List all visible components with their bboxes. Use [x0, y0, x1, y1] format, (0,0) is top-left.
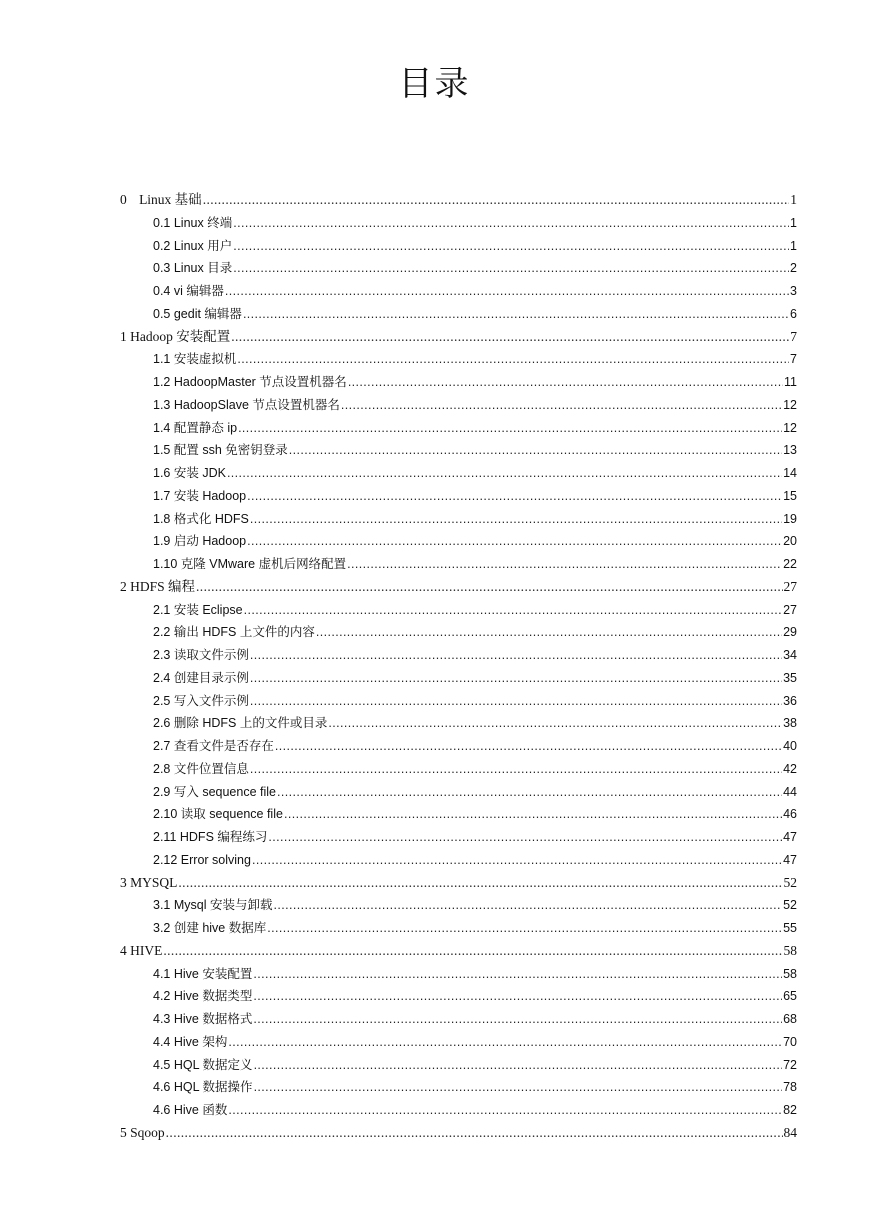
toc-entry-label: 0.3 Linux 目录	[153, 261, 233, 275]
toc-entry-label: 4.3 Hive 数据格式	[153, 1012, 253, 1026]
toc-dot-leader	[231, 326, 789, 348]
toc-entry-label: 1.7 安装 Hadoop	[153, 489, 247, 503]
toc-dot-leader	[166, 1122, 783, 1144]
toc-section-row[interactable]	[153, 826, 797, 848]
toc-page-number: 1	[790, 239, 797, 253]
toc-page-number: 46	[783, 807, 797, 821]
toc-section-row[interactable]	[153, 803, 797, 825]
toc-page-number: 6	[790, 307, 797, 321]
toc-entry-label: 2.9 写入 sequence file	[153, 785, 276, 799]
toc-section-row[interactable]	[153, 781, 797, 803]
toc-section-row[interactable]	[153, 280, 797, 302]
toc-dot-leader	[348, 371, 783, 393]
toc-dot-leader	[277, 781, 782, 803]
toc-section-row[interactable]	[153, 1099, 797, 1121]
toc-page-number: 82	[783, 1103, 797, 1117]
toc-section-row[interactable]	[153, 894, 797, 916]
toc-dot-leader	[250, 508, 782, 530]
toc-dot-leader	[196, 576, 782, 598]
toc-chapter-row[interactable]	[120, 189, 797, 211]
toc-page-number: 15	[783, 489, 797, 503]
toc-page-number: 40	[783, 739, 797, 753]
toc-page-number: 78	[783, 1080, 797, 1094]
toc-section-row[interactable]	[153, 530, 797, 552]
toc-section-row[interactable]	[153, 303, 797, 325]
toc-dot-leader	[244, 599, 782, 621]
toc-dot-leader	[275, 735, 782, 757]
toc-dot-leader	[268, 826, 782, 848]
toc-dot-leader	[225, 280, 789, 302]
toc-entry-label: 2.7 查看文件是否存在	[153, 739, 274, 753]
toc-entry-label: 4.4 Hive 架构	[153, 1035, 228, 1049]
toc-section-row[interactable]	[153, 508, 797, 530]
toc-page-number: 34	[783, 648, 797, 662]
toc-entry-label: 0.4 vi 编辑器	[153, 284, 224, 298]
toc-dot-leader	[237, 348, 789, 370]
toc-page-number: 55	[783, 921, 797, 935]
toc-dot-leader	[178, 872, 782, 894]
toc-dot-leader	[203, 189, 790, 211]
toc-entry-label: 1.8 格式化 HDFS	[153, 512, 249, 526]
toc-dot-leader	[253, 963, 782, 985]
toc-chapter-row[interactable]	[120, 326, 797, 348]
toc-page-number: 22	[783, 557, 797, 571]
toc-section-row[interactable]	[153, 235, 797, 257]
toc-dot-leader	[233, 235, 789, 257]
toc-entry-label: 1.10 克隆 VMware 虚机后网络配置	[153, 557, 347, 571]
toc-entry-label: 4 HIVE	[120, 943, 163, 958]
toc-chapter-row[interactable]	[120, 1122, 797, 1144]
toc-entry-label: 4.2 Hive 数据类型	[153, 989, 253, 1003]
toc-section-row[interactable]	[153, 1076, 797, 1098]
toc-section-row[interactable]	[153, 963, 797, 985]
toc-page-number: 1	[790, 192, 797, 207]
toc-title: 目录	[398, 64, 471, 104]
toc-entry-label: 2.3 读取文件示例	[153, 648, 249, 662]
toc-page-number: 11	[784, 375, 797, 389]
toc-section-row[interactable]	[153, 758, 797, 780]
toc-page-number: 12	[783, 398, 797, 412]
toc-entry-label: 3.2 创建 hive 数据库	[153, 921, 267, 935]
toc-entry-label: 2.11 HDFS 编程练习	[153, 830, 268, 844]
toc-entry-label: 4.5 HQL 数据定义	[153, 1058, 253, 1072]
toc-dot-leader	[273, 894, 782, 916]
toc-page-number: 14	[783, 466, 797, 480]
toc-page-number: 27	[783, 579, 797, 594]
toc-entry-label: 2.6 删除 HDFS 上的文件或目录	[153, 716, 328, 730]
toc-entry-label: 2.4 创建目录示例	[153, 671, 249, 685]
toc-dot-leader	[228, 1031, 782, 1053]
toc-dot-leader	[347, 553, 782, 575]
toc-page-number: 36	[783, 694, 797, 708]
toc-page-number: 65	[783, 989, 797, 1003]
toc-section-row[interactable]	[153, 735, 797, 757]
toc-dot-leader	[341, 394, 782, 416]
toc-entry-label: 1.2 HadoopMaster 节点设置机器名	[153, 375, 347, 389]
toc-page-number: 44	[783, 785, 797, 799]
toc-section-row[interactable]	[153, 553, 797, 575]
toc-entry-label: 0.2 Linux 用户	[153, 239, 233, 253]
toc-dot-leader	[250, 644, 782, 666]
toc-entry-label: 1.4 配置静态 ip	[153, 421, 238, 435]
toc-page-number: 7	[790, 352, 797, 366]
toc-chapter-row[interactable]	[120, 940, 797, 962]
toc-dot-leader	[233, 257, 789, 279]
toc-page-number: 72	[783, 1058, 797, 1072]
toc-entry-label: 4.6 HQL 数据操作	[153, 1080, 253, 1094]
toc-section-row[interactable]	[153, 985, 797, 1007]
toc-section-row[interactable]	[153, 644, 797, 666]
toc-dot-leader	[284, 803, 782, 825]
toc-dot-leader	[316, 621, 782, 643]
toc-section-row[interactable]	[153, 417, 797, 439]
toc-section-row[interactable]	[153, 212, 797, 234]
toc-dot-leader	[227, 462, 782, 484]
toc-section-row[interactable]	[153, 1054, 797, 1076]
toc-dot-leader	[250, 667, 782, 689]
toc-chapter-row[interactable]	[120, 872, 797, 894]
toc-dot-leader	[254, 1054, 783, 1076]
toc-dot-leader	[253, 1008, 782, 1030]
toc-entry-label: Linux 基础	[139, 192, 202, 207]
toc-page-number: 2	[790, 261, 797, 275]
toc-entry-label: 1 Hadoop 安装配置	[120, 329, 231, 344]
toc-page-number: 47	[783, 853, 797, 867]
toc-entry-label: 1.6 安装 JDK	[153, 466, 226, 480]
toc-dot-leader	[250, 690, 782, 712]
toc-entry-label: 2.8 文件位置信息	[153, 762, 249, 776]
toc-section-row[interactable]	[153, 394, 797, 416]
toc-page-number: 20	[783, 534, 797, 548]
toc-section-row[interactable]	[153, 485, 797, 507]
toc-page-number: 7	[790, 329, 797, 344]
toc-section-row[interactable]	[153, 849, 797, 871]
toc-section-row[interactable]	[153, 462, 797, 484]
toc-page-number: 12	[783, 421, 797, 435]
toc-dot-leader	[243, 303, 789, 325]
toc-section-row[interactable]	[153, 599, 797, 621]
toc-entry-label: 2.12 Error solving	[153, 853, 251, 867]
toc-dot-leader	[289, 439, 782, 461]
toc-dot-leader	[252, 849, 782, 871]
toc-entry-label: 2.1 安装 Eclipse	[153, 603, 243, 617]
toc-dot-leader	[233, 212, 789, 234]
toc-section-row[interactable]	[153, 257, 797, 279]
toc-page-number: 1	[790, 216, 797, 230]
toc-section-row[interactable]	[153, 1031, 797, 1053]
toc-page-number: 35	[783, 671, 797, 685]
toc-section-row[interactable]	[153, 667, 797, 689]
toc-section-row[interactable]	[153, 371, 797, 393]
toc-entry-label: 2.10 读取 sequence file	[153, 807, 283, 821]
toc-page-number: 3	[790, 284, 797, 298]
toc-section-row[interactable]	[153, 1008, 797, 1030]
toc-entry-label: 3 MYSQL	[120, 875, 178, 890]
toc-entry-label: 1.3 HadoopSlave 节点设置机器名	[153, 398, 340, 412]
toc-page-number: 42	[783, 762, 797, 776]
toc-page-number: 38	[783, 716, 797, 730]
toc-page-number: 68	[783, 1012, 797, 1026]
toc-entry-label: 5 Sqoop	[120, 1125, 165, 1140]
toc-entry-label: 4.6 Hive 函数	[153, 1103, 228, 1117]
toc-page-number: 29	[783, 625, 797, 639]
toc-entry-label: 1.5 配置 ssh 免密钥登录	[153, 443, 288, 457]
toc-entry-number: 0	[120, 192, 127, 207]
toc-entry-label: 0.1 Linux 终端	[153, 216, 233, 230]
toc-dot-leader	[247, 485, 782, 507]
toc-section-row[interactable]	[153, 621, 797, 643]
toc-entry-label: 1.1 安装虚拟机	[153, 352, 237, 366]
toc-page-number: 52	[783, 898, 797, 912]
toc-dot-leader	[247, 530, 782, 552]
toc-dot-leader	[238, 417, 782, 439]
toc-dot-leader	[254, 1076, 783, 1098]
toc-section-row[interactable]	[153, 439, 797, 461]
toc-entry-label: 4.1 Hive 安装配置	[153, 967, 253, 981]
toc-dot-leader	[250, 758, 782, 780]
toc-page-number: 70	[783, 1035, 797, 1049]
toc-dot-leader	[228, 1099, 782, 1121]
toc-dot-leader	[253, 985, 782, 1007]
toc-page-number: 13	[783, 443, 797, 457]
toc-entry-label: 2.2 输出 HDFS 上文件的内容	[153, 625, 315, 639]
toc-dot-leader	[163, 940, 782, 962]
toc-entry-label: 0.5 gedit 编辑器	[153, 307, 242, 321]
toc-chapter-row[interactable]	[120, 576, 797, 598]
toc-page-number: 58	[783, 967, 797, 981]
toc-section-row[interactable]	[153, 690, 797, 712]
toc-page-number: 84	[783, 1125, 797, 1140]
toc-page-number: 58	[783, 943, 797, 958]
toc-entry-label: 2 HDFS 编程	[120, 579, 196, 594]
toc-page-number: 47	[783, 830, 797, 844]
toc-section-row[interactable]	[153, 348, 797, 370]
toc-entry-label: 3.1 Mysql 安装与卸载	[153, 898, 273, 912]
toc-entry-label: 1.9 启动 Hadoop	[153, 534, 247, 548]
toc-dot-leader	[328, 712, 782, 734]
toc-page-number: 52	[783, 875, 797, 890]
toc-page-number: 19	[783, 512, 797, 526]
toc-section-row[interactable]	[153, 712, 797, 734]
toc-page-number: 27	[783, 603, 797, 617]
toc-section-row[interactable]	[153, 917, 797, 939]
toc-entry-label: 2.5 写入文件示例	[153, 694, 249, 708]
toc-dot-leader	[267, 917, 782, 939]
